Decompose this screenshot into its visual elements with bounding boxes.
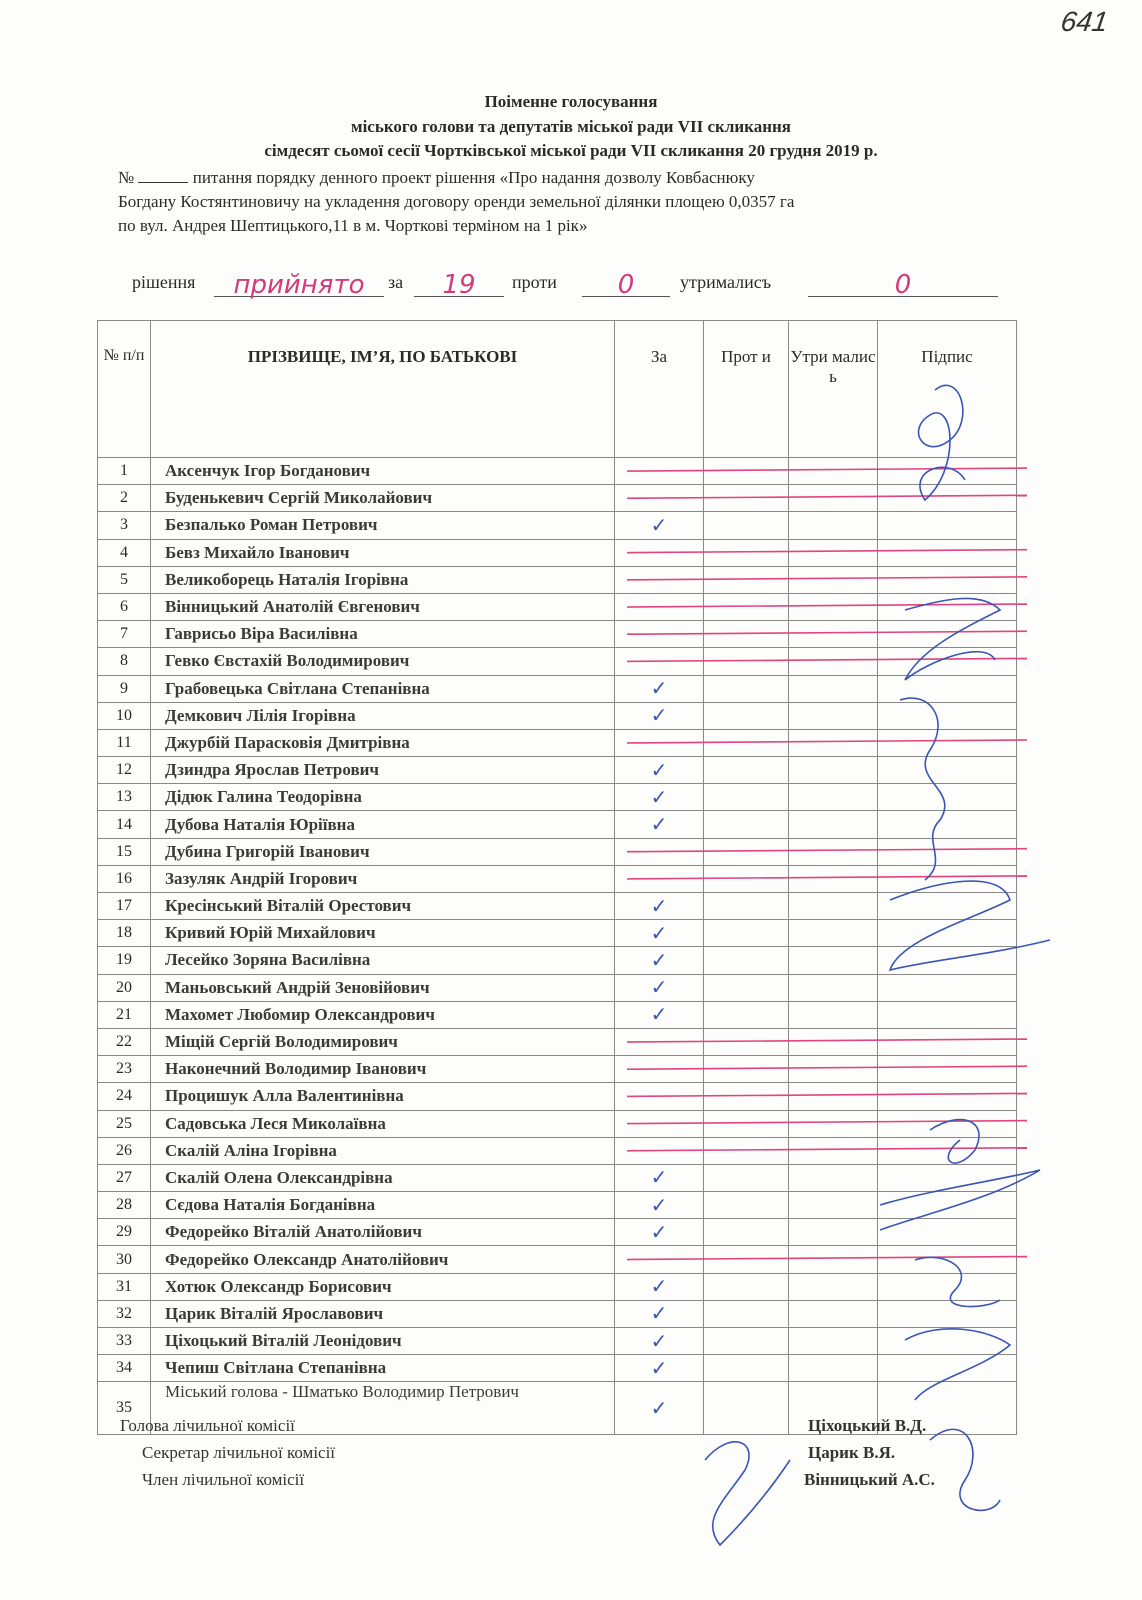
vote-for-mark: ✓ <box>615 947 704 974</box>
strike-line <box>627 658 1027 661</box>
page-number: 641 <box>1059 6 1111 37</box>
row-number: 18 <box>98 920 151 947</box>
deputy-name: Скалій Аліна Ігорівна <box>151 1137 615 1164</box>
vote-for-mark: ✓ <box>615 512 704 539</box>
row-number: 20 <box>98 974 151 1001</box>
row-number: 10 <box>98 702 151 729</box>
row-number: 33 <box>98 1328 151 1355</box>
strike-line <box>627 1066 1027 1069</box>
row-number: 8 <box>98 648 151 675</box>
row-number: 25 <box>98 1110 151 1137</box>
vote-for-mark: ✓ <box>615 974 704 1001</box>
row-number: 17 <box>98 893 151 920</box>
strike-line <box>627 468 1027 471</box>
row-number: 7 <box>98 621 151 648</box>
title-line2: міського голови та депутатів міської ради VII скликання <box>351 117 791 136</box>
deputy-name: Зазуляк Андрій Ігорович <box>151 865 615 892</box>
abstained-label: утрималисъ <box>680 272 772 292</box>
strike-line <box>627 849 1027 852</box>
signature-icon <box>930 1120 979 1164</box>
header-name: ПРІЗВИЩЕ, ІМ’Я, ПО БАТЬКОВІ <box>151 321 615 458</box>
strike-line <box>627 550 1027 553</box>
row-number: 31 <box>98 1273 151 1300</box>
strike-line <box>627 1093 1027 1096</box>
vote-for-mark: ✓ <box>615 1273 704 1300</box>
commission-signature-icon <box>705 1442 790 1545</box>
strike-line <box>627 740 1027 743</box>
question-text1: питання порядку денного проект рішення «Про надання дозволу Ковбаснюку <box>192 168 755 187</box>
strike-line <box>627 1039 1027 1042</box>
signature-icon <box>905 1329 1010 1400</box>
vote-for-mark: ✓ <box>615 920 704 947</box>
signature-icon <box>905 598 1000 680</box>
deputy-name: Дубова Наталія Юріївна <box>151 811 615 838</box>
row-number: 22 <box>98 1028 151 1055</box>
deputy-name: Лесейко Зоряна Василівна <box>151 947 615 974</box>
strike-line <box>627 604 1027 607</box>
deputy-name: Демкович Лілія Ігорівна <box>151 702 615 729</box>
row-number: 19 <box>98 947 151 974</box>
vote-for-mark: ✓ <box>615 757 704 784</box>
commission-chair-label: Голова лічильної комісії <box>120 1416 295 1435</box>
commission-secretary-name: Царик В.Я. <box>808 1443 896 1462</box>
row-number: 13 <box>98 784 151 811</box>
deputy-name: Махомет Любомир Олександрович <box>151 1001 615 1028</box>
row-number: 15 <box>98 838 151 865</box>
deputy-name: Царик Віталій Ярославович <box>151 1300 615 1327</box>
row-number: 5 <box>98 566 151 593</box>
for-label: за <box>388 272 404 292</box>
row-number: 28 <box>98 1192 151 1219</box>
deputy-name: Дідюк Галина Теодорівна <box>151 784 615 811</box>
strike-lines <box>627 468 1027 1259</box>
deputy-name: Скалій Олена Олександрівна <box>151 1164 615 1191</box>
signature-icon <box>890 881 1050 970</box>
deputy-name: Міщій Сергій Володимирович <box>151 1028 615 1055</box>
deputy-name: Безпалько Роман Петрович <box>151 512 615 539</box>
deputy-name: Федорейко Олександр Анатолійович <box>151 1246 615 1273</box>
header-abstained: Утри малис ь <box>789 321 878 458</box>
deputy-name: Гаврисьо Віра Василівна <box>151 621 615 648</box>
deputy-name: Маньовський Андрій Зеновійович <box>151 974 615 1001</box>
deputy-name: Бевз Михайло Іванович <box>151 539 615 566</box>
deputy-name: Вінницький Анатолій Євгенович <box>151 593 615 620</box>
deputy-name: Кресінський Віталій Орестович <box>151 893 615 920</box>
signature-scribbles <box>705 385 1050 1545</box>
deputy-name: Міський голова - Шматько Володимир Петрович <box>151 1382 615 1435</box>
row-number: 21 <box>98 1001 151 1028</box>
deputy-name: Садовська Леся Миколаївна <box>151 1110 615 1137</box>
vote-for-mark: ✓ <box>615 893 704 920</box>
row-number: 35 <box>98 1382 151 1435</box>
row-number: 14 <box>98 811 151 838</box>
row-number: 16 <box>98 865 151 892</box>
deputy-name: Ціхоцький Віталій Леонідович <box>151 1328 615 1355</box>
deputy-name: Джурбій Парасковія Дмитрівна <box>151 729 615 756</box>
deputy-name: Дзиндра Ярослав Петрович <box>151 757 615 784</box>
row-number: 24 <box>98 1083 151 1110</box>
row-number: 12 <box>98 757 151 784</box>
row-number: 26 <box>98 1137 151 1164</box>
row-number: 9 <box>98 675 151 702</box>
vote-for-mark: ✓ <box>615 1219 704 1246</box>
deputy-name: Великоборець Наталія Ігорівна <box>151 566 615 593</box>
vote-for-mark: ✓ <box>615 1382 704 1435</box>
signature-icon <box>880 1170 1040 1230</box>
deputy-name: Буденькевич Сергій Миколайович <box>151 485 615 512</box>
deputy-name: Чепиш Світлана Степанівна <box>151 1355 615 1382</box>
header-against: Прот и <box>704 321 789 458</box>
deputy-name: Грабовецька Світлана Степанівна <box>151 675 615 702</box>
vote-for-mark: ✓ <box>615 784 704 811</box>
strike-line <box>627 631 1027 634</box>
deputy-name: Хотюк Олександр Борисович <box>151 1273 615 1300</box>
row-number: 6 <box>98 593 151 620</box>
for-value: 19 <box>414 270 504 297</box>
row-number: 2 <box>98 485 151 512</box>
commission-secretary-label: Секретар лічильної комісії <box>142 1443 336 1462</box>
abstained-value: 0 <box>808 270 998 297</box>
row-number: 11 <box>98 729 151 756</box>
row-number: 29 <box>98 1219 151 1246</box>
deputy-name: Кривий Юрій Михайлович <box>151 920 615 947</box>
against-label: проти <box>512 272 557 292</box>
deputy-name: Сєдова Наталія Богданівна <box>151 1192 615 1219</box>
commission-member-name: Вінницький А.С. <box>804 1470 935 1489</box>
vote-for-mark: ✓ <box>615 1355 704 1382</box>
strike-line <box>627 577 1027 580</box>
row-number: 3 <box>98 512 151 539</box>
deputy-name: Дубина Григорій Іванович <box>151 838 615 865</box>
deputy-name: Наконечний Володимир Іванович <box>151 1056 615 1083</box>
deputy-name: Гевко Євстахій Володимирович <box>151 648 615 675</box>
header-number: № п/п <box>98 321 151 458</box>
vote-for-mark: ✓ <box>615 1192 704 1219</box>
header-for: За <box>615 321 704 458</box>
deputy-name: Федорейко Віталій Анатолійович <box>151 1219 615 1246</box>
title-line1: Поіменне голосування <box>484 92 658 111</box>
signature-icon <box>919 385 965 500</box>
commission-chair-name: Ціхоцький В.Д. <box>808 1416 927 1435</box>
strike-line <box>627 1148 1027 1151</box>
signature-icon <box>900 698 945 880</box>
vote-for-mark: ✓ <box>615 1328 704 1355</box>
question-line2: Богдану Костянтиновичу на укладення договору оренди земельної ділянки площею 0,0357 га <box>118 192 795 211</box>
row-number: 27 <box>98 1164 151 1191</box>
vote-for-mark: ✓ <box>615 675 704 702</box>
vote-for-mark: ✓ <box>615 1300 704 1327</box>
row-number: 23 <box>98 1056 151 1083</box>
row-number: 34 <box>98 1355 151 1382</box>
question-line3: по вул. Андрея Шептицького,11 в м. Чорткові терміном на 1 рік» <box>118 216 588 235</box>
decision-value: прийнято <box>214 270 384 297</box>
row-number: 32 <box>98 1300 151 1327</box>
title-line3: сімдесят сьомої сесії Чортківської міської ради VII скликання 20 грудня 2019 р. <box>264 141 878 160</box>
deputy-name: Процишук Алла Валентинівна <box>151 1083 615 1110</box>
vote-for-mark: ✓ <box>615 1001 704 1028</box>
signature-icon <box>915 1257 1000 1306</box>
question-number-prefix: № <box>118 168 135 187</box>
strike-line <box>627 876 1027 879</box>
strike-line <box>627 1257 1027 1260</box>
strike-line <box>627 495 1027 498</box>
against-value: 0 <box>582 270 670 297</box>
vote-for-mark: ✓ <box>615 1164 704 1191</box>
deputy-name: Аксенчук Ігор Богданович <box>151 458 615 485</box>
vote-for-mark: ✓ <box>615 811 704 838</box>
commission-member-label: Член лічильної комісії <box>142 1470 305 1489</box>
commission-signature-icon <box>930 1429 1000 1510</box>
vote-for-mark: ✓ <box>615 702 704 729</box>
decision-label: рішення <box>132 272 196 292</box>
row-number: 4 <box>98 539 151 566</box>
row-number: 30 <box>98 1246 151 1273</box>
header-signature: Підпис <box>878 321 1017 458</box>
row-number: 1 <box>98 458 151 485</box>
